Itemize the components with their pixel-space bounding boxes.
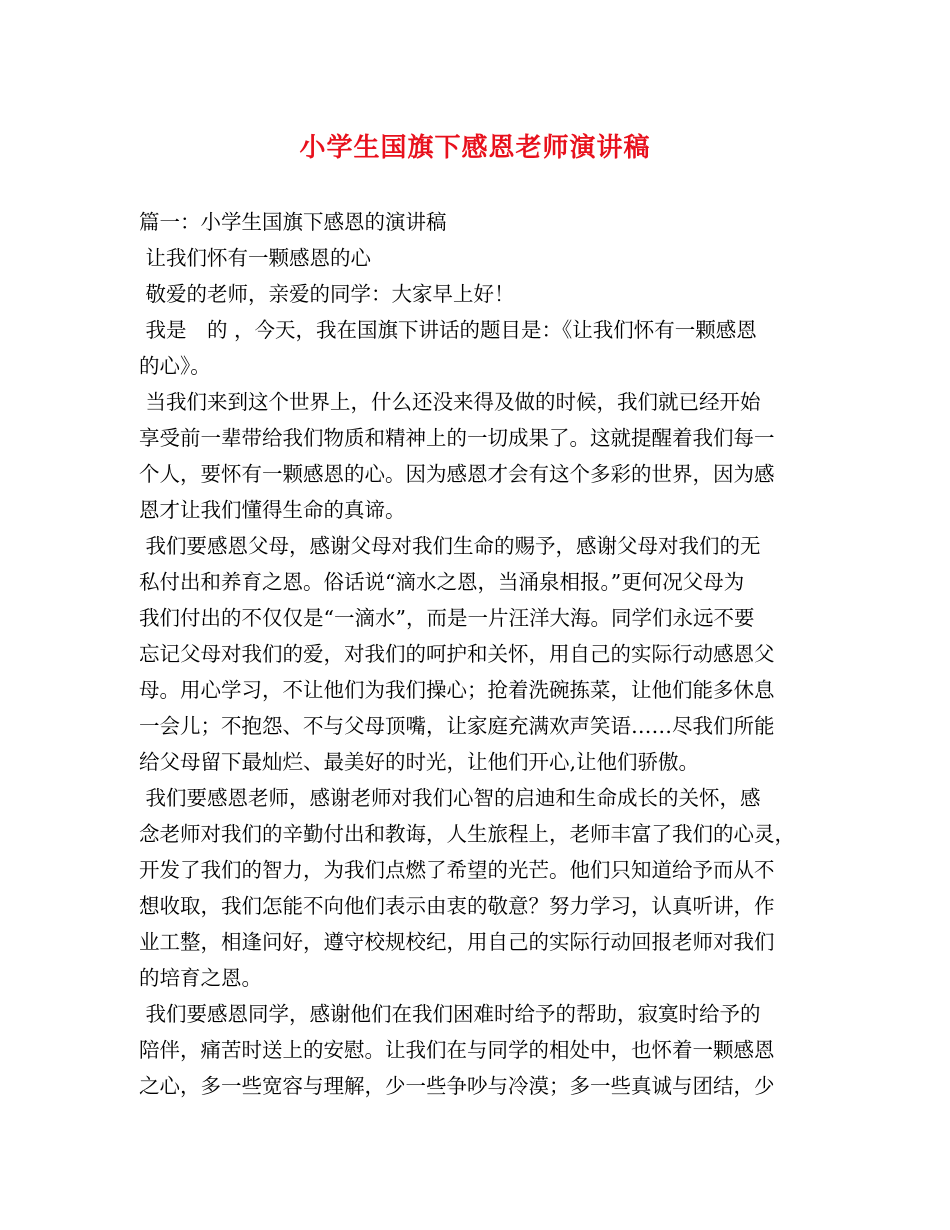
text-line: 我们要感恩老师，感谢老师对我们心智的启迪和生命成长的关怀，感 <box>139 786 761 810</box>
text-line: 想收取，我们怎能不向他们表示由衷的敬意？努力学习，认真听讲，作 <box>139 894 775 918</box>
text-line: 我们付出的不仅仅是“一滴水”，而是一片汪洋大海。同学们永远不要 <box>139 606 755 630</box>
text-line: 母。用心学习，不让他们为我们操心；抢着洗碗拣菜，让他们能多休息 <box>139 678 775 702</box>
text-line: 的培育之恩。 <box>139 966 262 990</box>
text-line: 我们要感恩父母，感谢父母对我们生命的赐予，感谢父母对我们的无 <box>139 534 761 558</box>
text-line: 个人，要怀有一颗感恩的心。因为感恩才会有这个多彩的世界，因为感 <box>139 462 775 486</box>
text-line: 给父母留下最灿烂、最美好的时光，让他们开心,让他们骄傲。 <box>139 750 700 774</box>
text-line: 业工整，相逢问好，遵守校规校纪，用自己的实际行动回报老师对我们 <box>139 930 775 954</box>
text-line: 篇一：小学生国旗下感恩的演讲稿 <box>139 210 447 234</box>
text-line: 当我们来到这个世界上，什么还没来得及做的时候，我们就已经开始 <box>139 390 761 414</box>
text-line: 我是 的 ，今天，我在国旗下讲话的题目是：《让我们怀有一颗感恩 <box>139 318 757 342</box>
text-line: 敬爱的老师，亲爱的同学：大家早上好！ <box>139 282 515 306</box>
document-body <box>139 204 815 1104</box>
text-line: 陪伴，痛苦时送上的安慰。让我们在与同学的相处中，也怀着一颗感恩 <box>139 1038 775 1062</box>
text-line: 之心，多一些宽容与理解，少一些争吵与冷漠；多一些真诚与团结，少 <box>139 1074 775 1098</box>
text-line: 恩才让我们懂得生命的真谛。 <box>139 498 406 522</box>
text-line: 念老师对我们的辛勤付出和教诲，人生旅程上，老师丰富了我们的心灵， <box>139 822 795 846</box>
text-line: 享受前一辈带给我们物质和精神上的一切成果了。这就提醒着我们每一 <box>139 426 775 450</box>
text-line: 一会儿；不抱怨、不与父母顶嘴，让家庭充满欢声笑语……尽我们所能 <box>139 714 775 738</box>
text-line: 私付出和养育之恩。俗话说“滴水之恩，当涌泉相报。”更何况父母为 <box>139 570 745 594</box>
text-line: 忘记父母对我们的爱，对我们的呵护和关怀，用自己的实际行动感恩父 <box>139 642 775 666</box>
text-line: 的心》。 <box>139 354 211 378</box>
text-line: 我们要感恩同学，感谢他们在我们困难时给予的帮助，寂寞时给予的 <box>139 1002 761 1026</box>
document-title: 小学生国旗下感恩老师演讲稿 <box>299 133 651 163</box>
text-line: 让我们怀有一颗感恩的心 <box>139 246 372 270</box>
text-line: 开发了我们的智力，为我们点燃了希望的光芒。他们只知道给予而从不 <box>139 858 775 882</box>
